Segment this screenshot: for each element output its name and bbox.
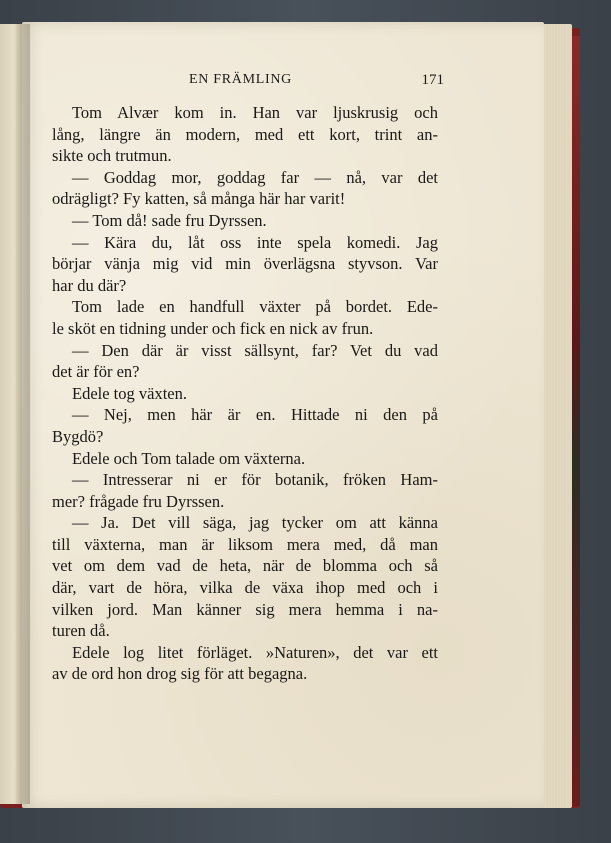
text-line: odrägligt? Fy katten, så många här har varit! — [52, 189, 346, 209]
text-line: börjar vänja mig vid min överlägsna styvson. Var — [52, 254, 438, 274]
text-line: Edele log litet förläget. »Naturen», det var ett — [72, 642, 438, 662]
text-line: vet om dem vad de heta, när de blomma och så — [52, 556, 438, 576]
text-line: har du där? — [52, 275, 127, 295]
text-line: sikte och trutmun. — [52, 146, 172, 166]
text-line: Edele och Tom talade om växterna. — [72, 448, 306, 468]
text-line: Bygdö? — [52, 426, 104, 446]
text-line: le sköt en tidning under och fick en nick av frun. — [52, 318, 374, 338]
text-line: till växterna, man är liksom mera med, då man — [52, 534, 438, 554]
body-text — [52, 102, 438, 685]
text-line: av de ord hon drog sig för att begagna. — [52, 664, 308, 684]
gutter-shadow — [16, 24, 30, 804]
text-line: Tom Alvær kom in. Han var ljuskrusig och — [72, 103, 438, 122]
text-line: — Ja. Det vill säga, jag tycker om att känna — [72, 513, 438, 533]
text-line: det är för en? — [52, 362, 140, 382]
page-number: 171 — [421, 72, 444, 88]
text-line: — Den där är visst sällsynt, far? Vet du vad — [72, 340, 438, 360]
text-line: mer? frågade fru Dyrssen. — [52, 491, 225, 511]
text-line: — Kära du, låt oss inte spela komedi. Jag — [72, 232, 438, 252]
text-line: — Nej, men här är en. Hittade ni den på — [72, 405, 438, 425]
text-line: lång, längre än modern, med ett kort, trint an- — [52, 124, 438, 144]
running-title: EN FRÄMLING — [189, 72, 292, 87]
text-line: där, vart de höra, vilka de växa ihop med och i — [52, 578, 438, 598]
text-line: — Tom då! sade fru Dyrssen. — [72, 210, 267, 230]
text-line: Edele tog växten. — [72, 383, 188, 403]
text-line: — Goddag mor, goddag far — nå, var det — [72, 167, 438, 187]
text-line: vilken jord. Man känner sig mera hemma i na- — [52, 599, 438, 619]
text-line: — Intresserar ni er för botanik, fröken Ham- — [72, 470, 438, 490]
text-line: turen då. — [52, 621, 110, 641]
page-header — [68, 72, 444, 92]
text-line: Tom lade en handfull växter på bordet. Ede- — [72, 297, 438, 317]
